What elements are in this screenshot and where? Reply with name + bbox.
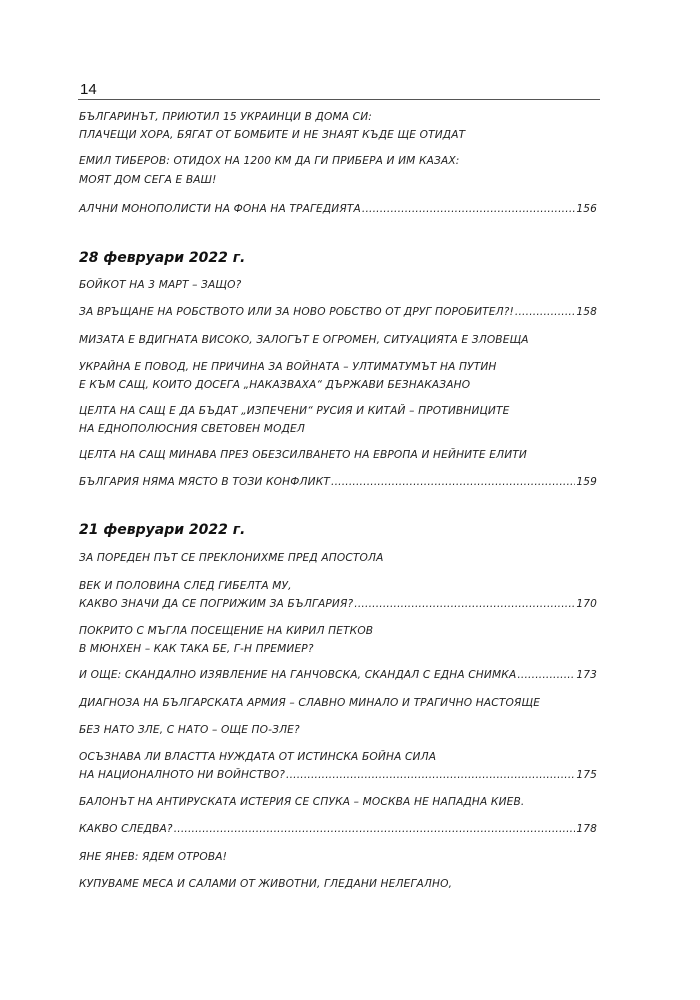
toc-entry-line: БЪЛГАРИНЪТ, ПРИЮТИЛ 15 УКРАИНЦИ В ДОМА СИ: — [79, 111, 373, 123]
toc-entry-line: ЕМИЛ ТИБЕРОВ: ОТИДОХ НА 1200 КМ ДА ГИ ПРИБЕРА И ИМ КАЗАХ: — [79, 155, 460, 167]
toc-entry-line: Е КЪМ САЩ, КОИТО ДОСЕГА „НАКАЗВАХА“ ДЪРЖАВИ БЕЗНАКАЗАНО — [79, 379, 471, 391]
toc-entry — [79, 475, 597, 489]
dot-leader — [362, 202, 575, 216]
toc-entry-line — [79, 597, 597, 611]
toc-entry-title: ЗА ВРЪЩАНЕ НА РОБСТВОТО ИЛИ ЗА НОВО РОБСТВО ОТ ДРУГ ПОРОБИТЕЛ?! — [79, 306, 514, 318]
toc-page-number: 175 — [576, 769, 597, 781]
dot-leader — [354, 597, 575, 611]
dot-leader — [331, 475, 575, 489]
toc-entry-line: ЦЕЛТА НА САЩ Е ДА БЪДАТ „ИЗПЕЧЕНИ“ РУСИЯ И КИТАЙ – ПРОТИВНИЦИТЕ — [79, 405, 510, 417]
dot-leader — [174, 822, 576, 836]
toc-entry-line: ВЕК И ПОЛОВИНА СЛЕД ГИБЕЛТА МУ, — [79, 580, 292, 592]
toc-page-number: 170 — [576, 598, 597, 610]
toc-entry: ЦЕЛТА НА САЩ МИНАВА ПРЕЗ ОБЕЗСИЛВАНЕТО НА ЕВРОПА И НЕЙНИТЕ ЕЛИТИ — [79, 449, 527, 461]
toc-entry-line: МОЯТ ДОМ СЕГА Е ВАШ! — [79, 174, 217, 186]
toc-entry-title: НА НАЦИОНАЛНОТО НИ ВОЙНСТВО? — [79, 769, 285, 781]
toc-entry-line: НА ЕДНОПОЛЮСНИЯ СВЕТОВЕН МОДЕЛ — [79, 423, 305, 435]
toc-entry-line: ОСЪЗНАВА ЛИ ВЛАСТТА НУЖДАТА ОТ ИСТИНСКА БОЙНА СИЛА — [79, 751, 437, 763]
toc-entry-title: КАКВО ЗНАЧИ ДА СЕ ПОГРИЖИМ ЗА БЪЛГАРИЯ? — [79, 598, 354, 610]
dot-leader — [517, 668, 575, 682]
section-heading: 21 февруари 2022 г. — [79, 522, 246, 538]
toc-entry: ЯНЕ ЯНЕВ: ЯДЕМ ОТРОВА! — [79, 851, 228, 863]
toc-entry-line: ПЛАЧЕЩИ ХОРА, БЯГАТ ОТ БОМБИТЕ И НЕ ЗНАЯТ КЪДЕ ЩЕ ОТИДАТ — [79, 129, 466, 141]
toc-page-number: 173 — [576, 669, 597, 681]
page-number: 14 — [80, 81, 97, 98]
toc-entry — [79, 202, 597, 216]
toc-entry: БОЙКОТ НА 3 МАРТ – ЗАЩО? — [79, 279, 242, 291]
toc-entry: ЗА ПОРЕДЕН ПЪТ СЕ ПРЕКЛОНИХМЕ ПРЕД АПОСТОЛА — [79, 552, 384, 564]
toc-entry: БЕЗ НАТО ЗЛЕ, С НАТО – ОЩЕ ПО-ЗЛЕ? — [79, 724, 300, 736]
toc-entry — [79, 305, 597, 319]
toc-entry-line — [79, 768, 597, 782]
toc-entry-title: АЛЧНИ МОНОПОЛИСТИ НА ФОНА НА ТРАГЕДИЯТА — [79, 203, 361, 215]
toc-entry — [79, 822, 597, 836]
toc-entry: ДИАГНОЗА НА БЪЛГАРСКАТА АРМИЯ – СЛАВНО МИНАЛО И ТРАГИЧНО НАСТОЯЩЕ — [79, 697, 541, 709]
toc-page-number: 158 — [576, 306, 597, 318]
toc-entry: БАЛОНЪТ НА АНТИРУСКАТА ИСТЕРИЯ СЕ СПУКА – МОСКВА НЕ НАПАДНА КИЕВ. — [79, 796, 525, 808]
toc-page-number: 156 — [576, 203, 597, 215]
toc-entry-title: И ОЩЕ: СКАНДАЛНО ИЗЯВЛЕНИЕ НА ГАНЧОВСКА, СКАНДАЛ С ЕДНА СНИМКА — [79, 669, 517, 681]
toc-entry-title: КАКВО СЛЕДВА? — [79, 823, 173, 835]
dot-leader — [515, 305, 575, 319]
toc-entry-title: БЪЛГАРИЯ НЯМА МЯСТО В ТОЗИ КОНФЛИКТ — [79, 476, 331, 488]
toc-page-number: 159 — [576, 476, 597, 488]
toc-entry: КУПУВАМЕ МЕСА И САЛАМИ ОТ ЖИВОТНИ, ГЛЕДАНИ НЕЛЕГАЛНО, — [79, 878, 453, 890]
toc-page-number: 178 — [576, 823, 597, 835]
section-heading: 28 февруари 2022 г. — [79, 250, 246, 266]
toc-entry — [79, 668, 597, 682]
toc-entry-line: ПОКРИТО С МЪГЛА ПОСЕЩЕНИЕ НА КИРИЛ ПЕТКОВ — [79, 625, 374, 637]
toc-entry: МИЗАТА Е ВДИГНАТА ВИСОКО, ЗАЛОГЪТ Е ОГРОМЕН, СИТУАЦИЯТА Е ЗЛОВЕЩА — [79, 334, 529, 346]
toc-entry-line: В МЮНХЕН – КАК ТАКА БЕ, Г-Н ПРЕМИЕР? — [79, 643, 314, 655]
header-rule — [78, 99, 600, 100]
dot-leader — [286, 768, 575, 782]
toc-entry-line: УКРАЙНА Е ПОВОД, НЕ ПРИЧИНА ЗА ВОЙНАТА – УЛТИМАТУМЪТ НА ПУТИН — [79, 361, 497, 373]
